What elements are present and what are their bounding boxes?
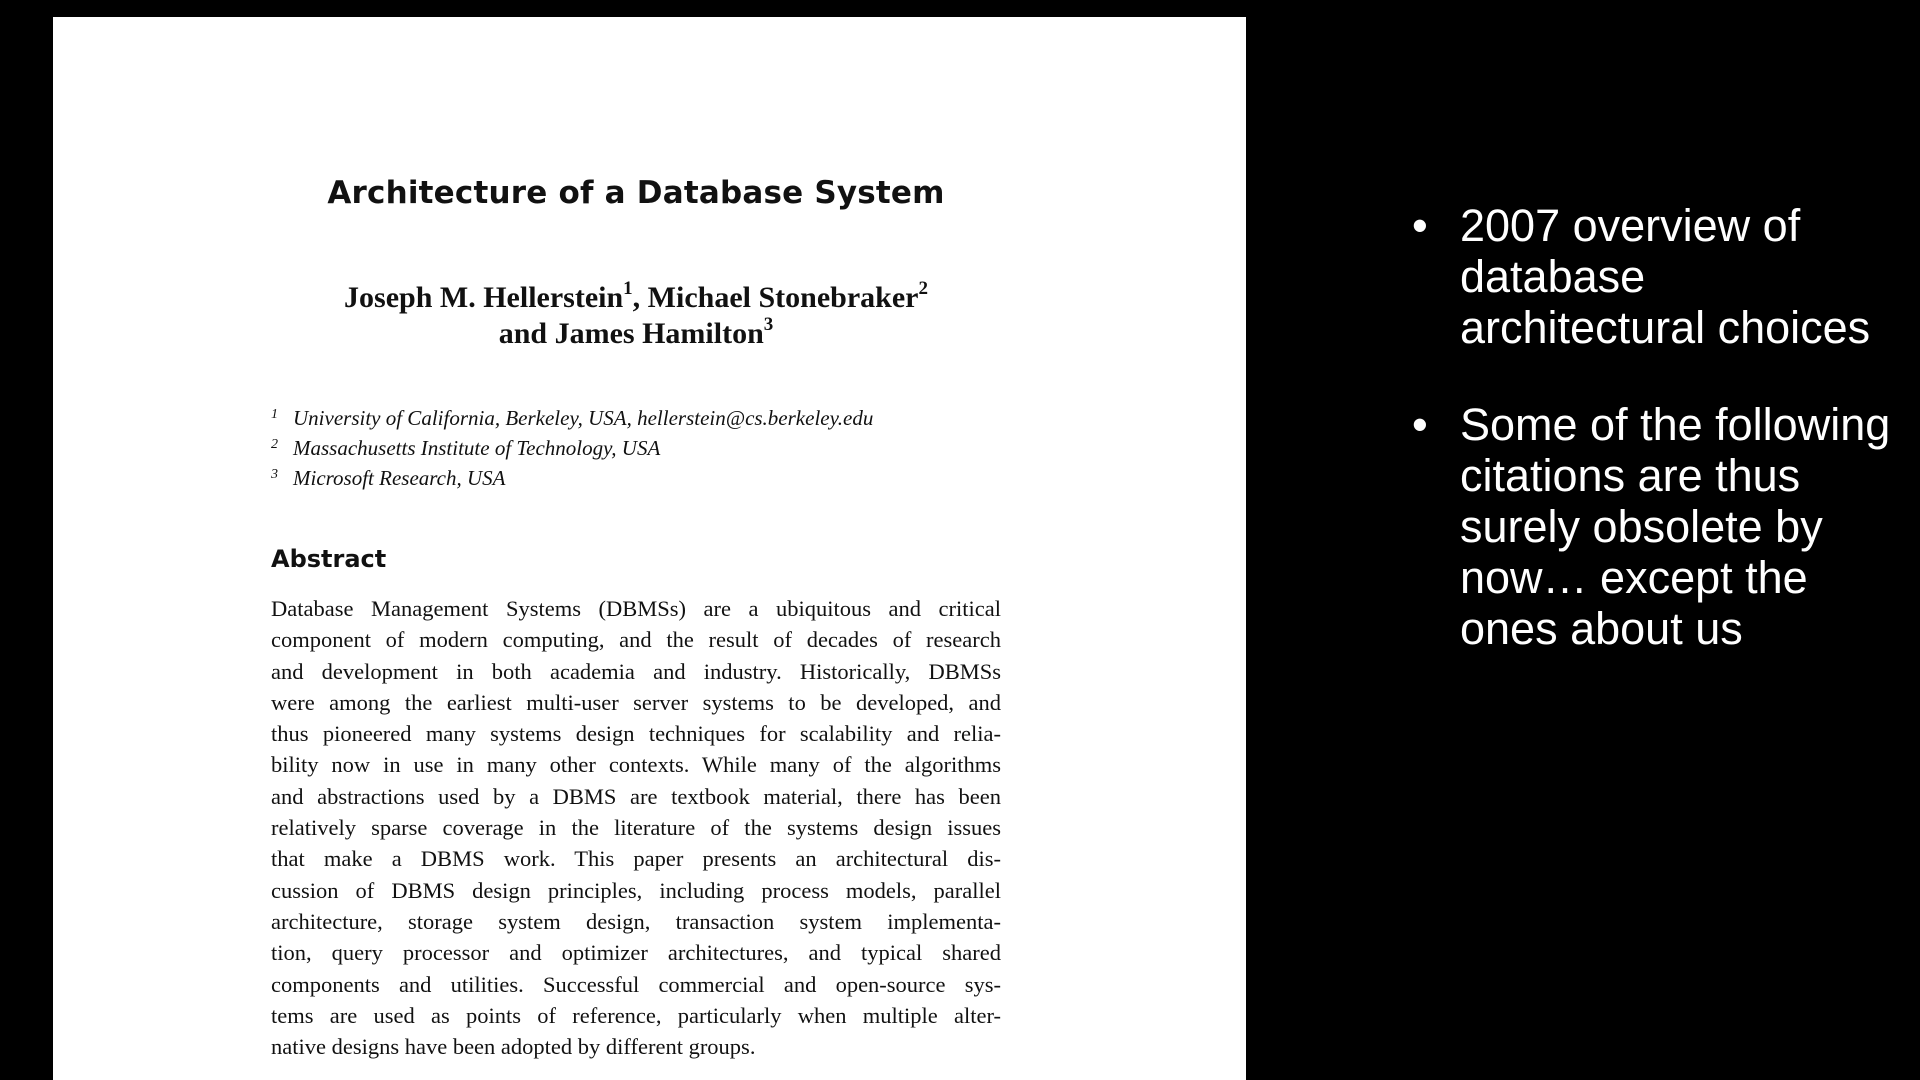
abstract-line: cussion of DBMS design principles, including process models, parallel bbox=[271, 877, 1001, 903]
bullet-item bbox=[1412, 200, 1892, 353]
abstract-line: bility now in use in many other contexts. While many of the algorithms bbox=[271, 752, 1001, 778]
author-hamilton: and James Hamilton bbox=[498, 317, 764, 350]
authors-line-1 bbox=[271, 280, 1001, 316]
authors-line-2 bbox=[271, 316, 1001, 352]
abstract-line: tems are used as points of reference, particularly when multiple alter- bbox=[271, 1002, 1001, 1028]
bullet-dot-icon: • bbox=[1412, 399, 1428, 450]
author-sup-3: 3 bbox=[763, 314, 774, 335]
author-stonebraker: , Michael Stonebraker bbox=[632, 281, 919, 314]
author-hellerstein: Joseph M. Hellerstein bbox=[344, 281, 624, 314]
abstract-line: architecture, storage system design, transaction system implementa- bbox=[271, 908, 1001, 934]
bullet-item bbox=[1412, 399, 1892, 654]
affiliation-line bbox=[271, 435, 1001, 465]
affiliation-number: 1 bbox=[271, 407, 278, 422]
affiliation-number: 2 bbox=[271, 437, 278, 452]
paper-affiliations bbox=[271, 405, 1001, 495]
abstract-line: and abstractions used by a DBMS are textbook material, there has been bbox=[271, 783, 1001, 809]
affiliation-text: Massachusetts Institute of Technology, USA bbox=[293, 436, 661, 460]
abstract-line: thus pioneered many systems design techniques for scalability and relia- bbox=[271, 721, 1001, 747]
abstract-line: that make a DBMS work. This paper presents an architectural dis- bbox=[271, 846, 1001, 872]
abstract-line: and development in both academia and industry. Historically, DBMSs bbox=[271, 658, 1001, 684]
affiliation-line bbox=[271, 405, 1001, 435]
bullet-text: 2007 overview of database architectural choices bbox=[1460, 200, 1871, 353]
affiliation-text: Microsoft Research, USA bbox=[293, 466, 506, 490]
affiliation-text: University of California, Berkeley, USA, hellerstein@cs.berkeley.edu bbox=[293, 406, 874, 430]
author-sup-2: 2 bbox=[918, 278, 928, 299]
bullet-text: Some of the following citations are thus surely obsolete by now… except the ones about us bbox=[1460, 399, 1891, 654]
paper-title: Architecture of a Database System bbox=[327, 175, 945, 211]
abstract-line: components and utilities. Successful commercial and open-source sys- bbox=[271, 971, 1001, 997]
abstract-line: tion, query processor and optimizer architectures, and typical shared bbox=[271, 940, 1001, 966]
affiliation-line bbox=[271, 465, 1001, 495]
bullet-list bbox=[1412, 200, 1892, 700]
abstract-line: native designs have been adopted by different groups. bbox=[271, 1034, 756, 1060]
abstract-line: were among the earliest multi-user server systems to be developed, and bbox=[271, 689, 1001, 715]
affiliation-number: 3 bbox=[271, 467, 278, 482]
abstract-line: relatively sparse coverage in the literature of the systems design issues bbox=[271, 815, 1001, 841]
paper-authors bbox=[271, 280, 1001, 352]
abstract-heading: Abstract bbox=[271, 545, 387, 573]
paper-page bbox=[53, 17, 1246, 1080]
author-sup-1: 1 bbox=[623, 278, 633, 299]
abstract-line: Database Management Systems (DBMSs) are a ubiquitous and critical bbox=[271, 596, 1001, 621]
abstract-line: component of modern computing, and the result of decades of research bbox=[271, 627, 1001, 653]
bullet-dot-icon: • bbox=[1412, 200, 1428, 251]
abstract-body bbox=[271, 593, 1001, 1062]
